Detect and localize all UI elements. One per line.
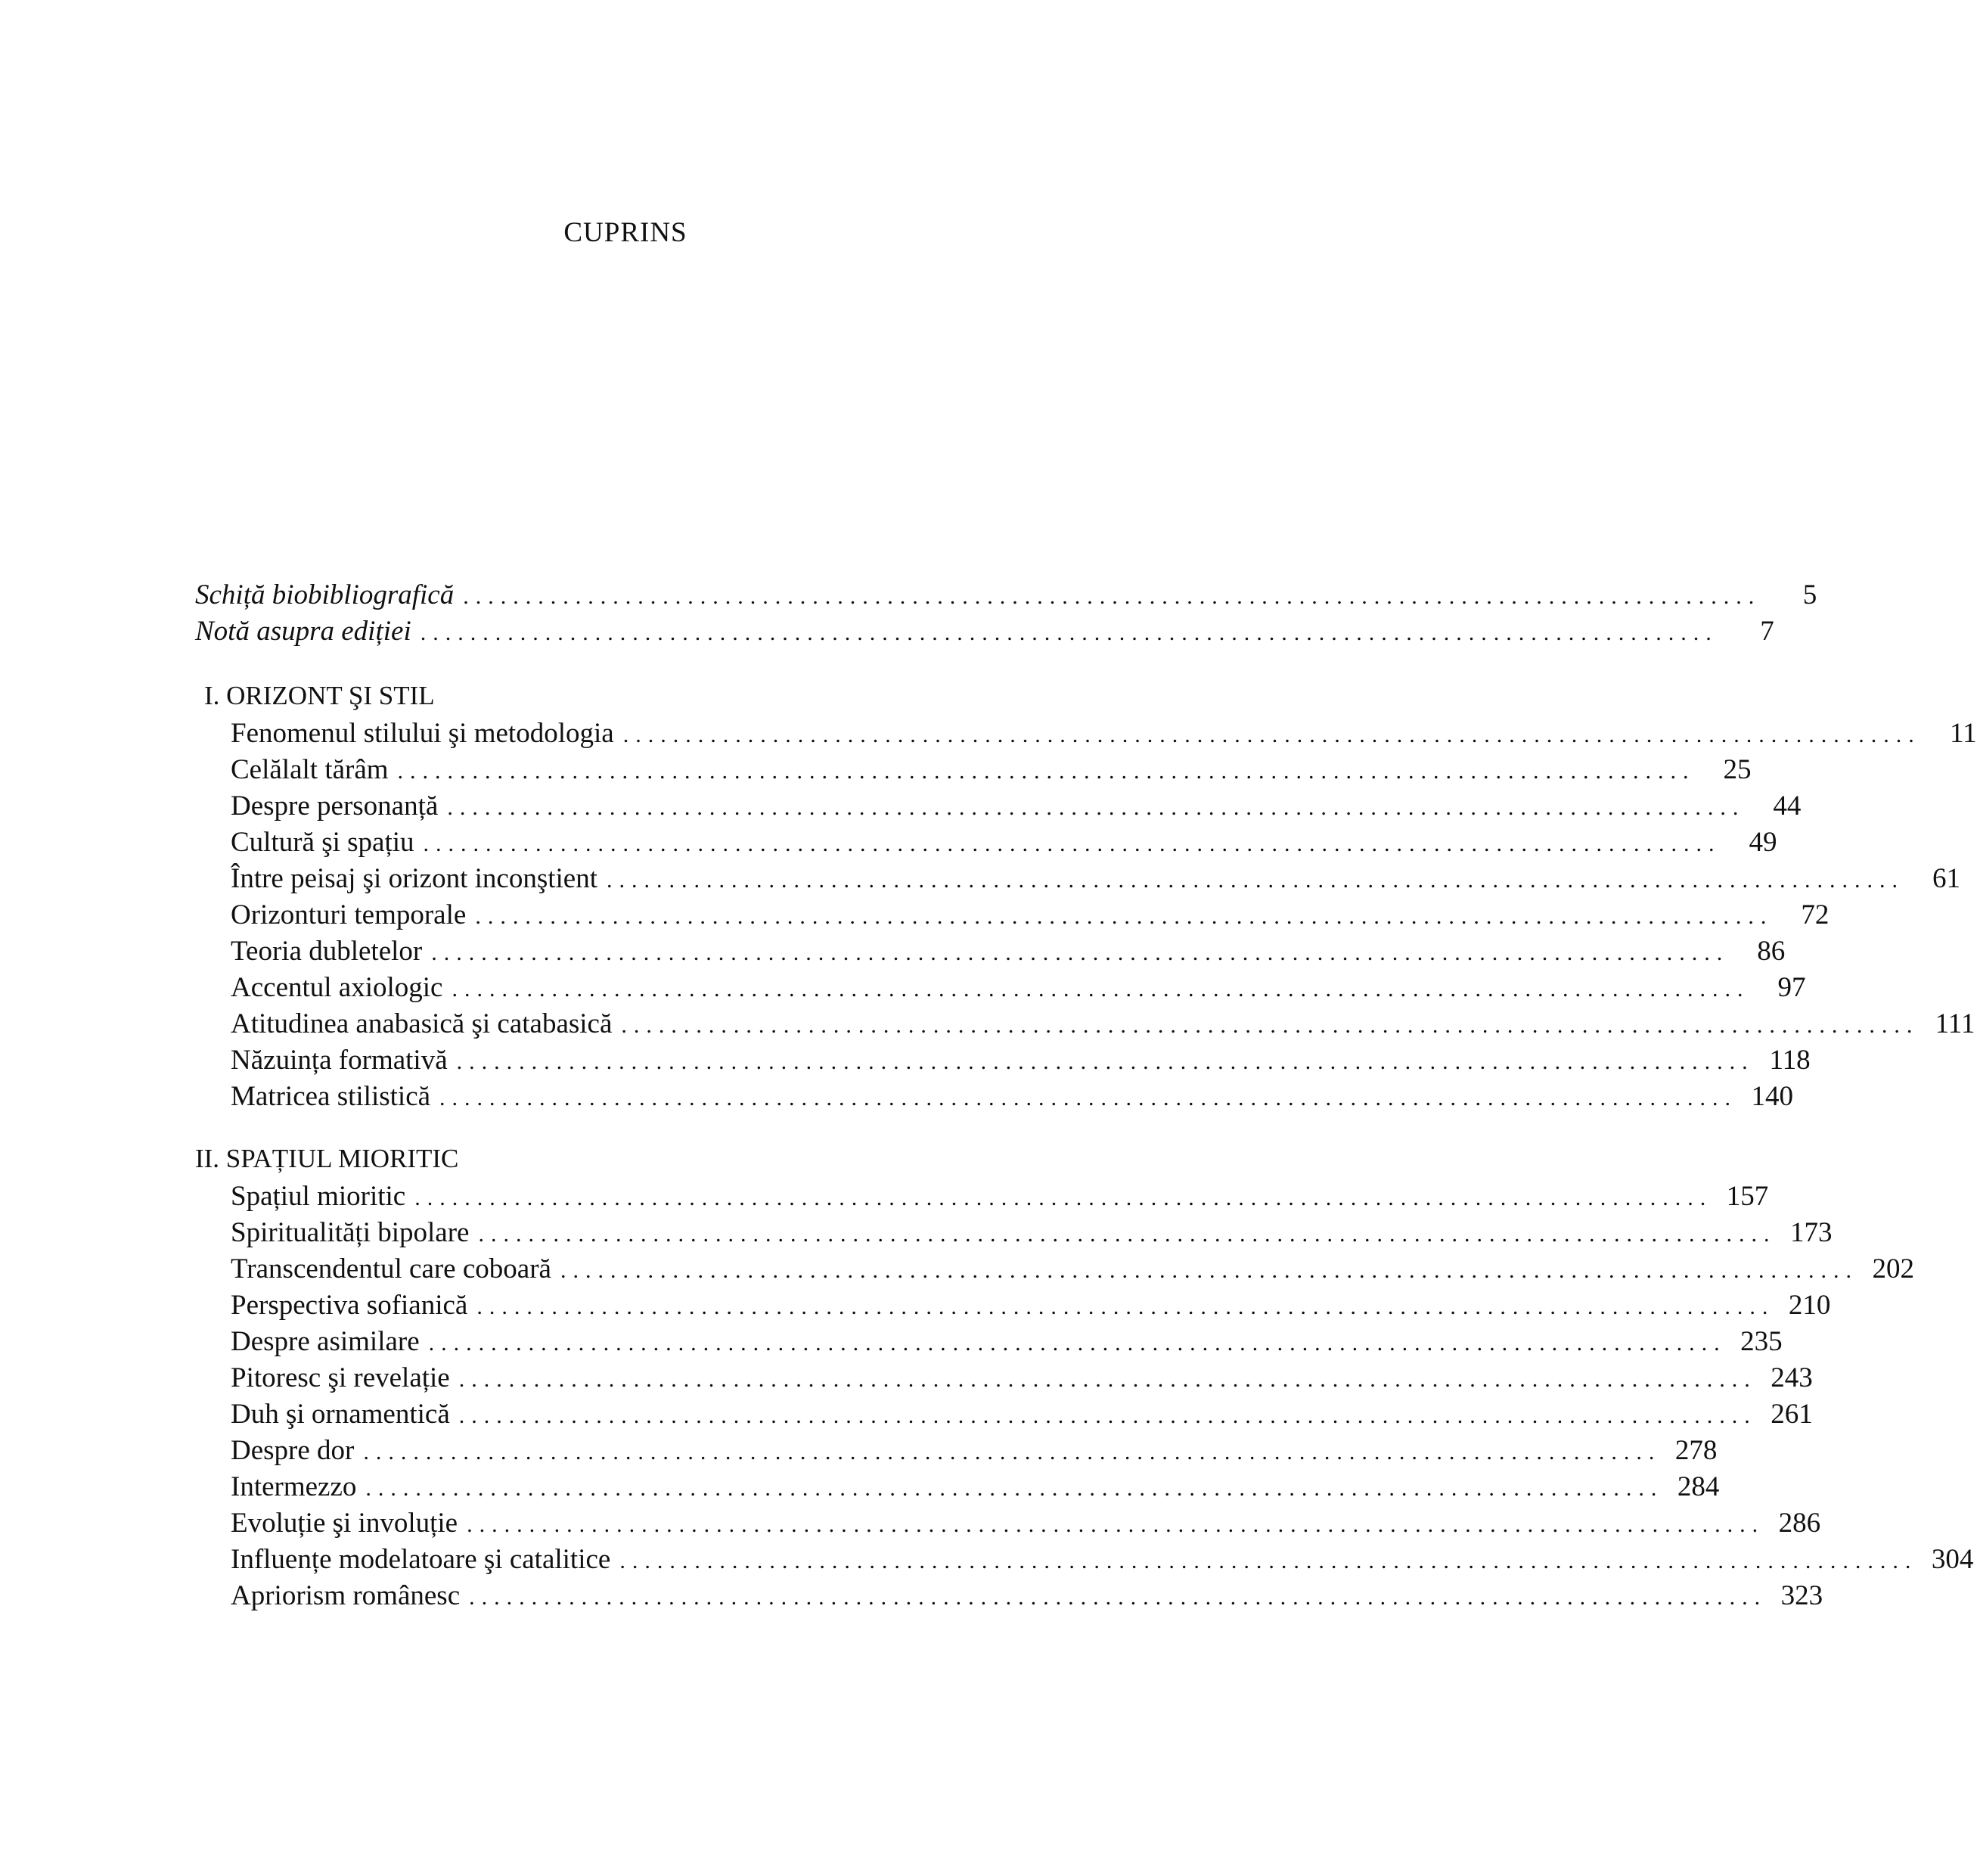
dot-leader: ........................................................................................................ bbox=[447, 795, 1746, 820]
toc-entry-page: 140 bbox=[1751, 1081, 1794, 1112]
toc-entry-title: Matricea stilistică bbox=[231, 1081, 431, 1112]
toc-entry[interactable] bbox=[231, 1216, 1833, 1250]
toc-entry-page: 111 bbox=[1935, 1008, 1975, 1039]
toc-entry-title: Influențe modelatoare şi catalitice bbox=[231, 1544, 611, 1575]
toc-entry-title: Între peisaj şi orizont inconştient bbox=[231, 863, 597, 894]
toc-entry[interactable] bbox=[231, 1044, 1811, 1077]
toc-entry-title: Intermezzo bbox=[231, 1471, 357, 1502]
dot-leader: ........................................................................................................ bbox=[414, 1185, 1713, 1210]
section-heading-orizont-si-stil: I. ORIZONT ŞI STIL bbox=[204, 681, 435, 710]
dot-leader: ........................................................................................................ bbox=[607, 868, 1904, 893]
dot-leader: ........................................................................................................ bbox=[456, 1049, 1755, 1074]
toc-entry-page: 118 bbox=[1769, 1045, 1811, 1076]
toc-entry-title: Evoluție şi involuție bbox=[231, 1508, 458, 1539]
toc-entry[interactable] bbox=[231, 1579, 1823, 1613]
dot-leader: ........................................................................................................ bbox=[428, 1331, 1727, 1356]
toc-entry-page: 323 bbox=[1780, 1580, 1823, 1611]
toc-entry-page: 210 bbox=[1788, 1290, 1831, 1321]
toc-entry-page: 243 bbox=[1771, 1362, 1813, 1393]
toc-entry[interactable] bbox=[231, 1471, 1720, 1504]
toc-entry-page: 72 bbox=[1801, 899, 1830, 930]
toc-entry-page: 49 bbox=[1749, 827, 1777, 858]
toc-entry-page: 25 bbox=[1723, 754, 1752, 785]
dot-leader: ........................................................................................................ bbox=[619, 1548, 1918, 1573]
toc-entry-title: Cultură şi spațiu bbox=[231, 827, 414, 858]
toc-entry[interactable] bbox=[231, 1434, 1718, 1468]
toc-entry-page: 173 bbox=[1789, 1217, 1833, 1248]
toc-entry-page: 5 bbox=[1802, 579, 1817, 610]
toc-entry-page: 284 bbox=[1677, 1471, 1720, 1502]
dot-leader: ........................................................................................................ bbox=[478, 1222, 1777, 1247]
toc-entry-title: Transcendentul care coboară bbox=[231, 1253, 551, 1284]
toc-entry-page: 61 bbox=[1932, 863, 1960, 894]
toc-entry-page: 202 bbox=[1872, 1253, 1914, 1284]
dot-leader: ........................................................................................................ bbox=[458, 1403, 1757, 1428]
dot-leader: ........................................................................................................ bbox=[365, 1476, 1664, 1501]
toc-entry[interactable] bbox=[231, 826, 1777, 859]
dot-leader: ........................................................................................................ bbox=[423, 831, 1721, 856]
toc-entry-title: Orizonturi temporale bbox=[231, 899, 467, 930]
toc-entry-title: Apriorism românesc bbox=[231, 1580, 461, 1611]
toc-entry[interactable] bbox=[231, 971, 1806, 1005]
toc-entry[interactable] bbox=[231, 1398, 1813, 1431]
toc-entry-title: Celălalt tărâm bbox=[231, 754, 389, 785]
toc-entry-title: Duh şi ornamentică bbox=[231, 1399, 450, 1430]
toc-entry[interactable] bbox=[231, 1325, 1783, 1359]
toc-entry[interactable] bbox=[231, 1008, 1975, 1041]
toc-entry[interactable] bbox=[231, 1543, 1974, 1576]
toc-entry-page: 11 bbox=[1950, 718, 1977, 749]
dot-leader: ........................................................................................................ bbox=[420, 620, 1718, 645]
toc-entry[interactable] bbox=[231, 1180, 1769, 1213]
toc-entry[interactable] bbox=[231, 1080, 1794, 1113]
dot-leader: ........................................................................................................ bbox=[431, 940, 1730, 965]
toc-entry[interactable] bbox=[231, 1289, 1831, 1322]
toc-entry-page: 286 bbox=[1778, 1508, 1821, 1539]
dot-leader: ........................................................................................................ bbox=[397, 759, 1696, 784]
dot-leader: ........................................................................................................ bbox=[621, 1013, 1920, 1038]
toc-entry-title: Teoria dubletelor bbox=[231, 936, 423, 967]
toc-entry-title: Atitudinea anabasică şi catabasică bbox=[231, 1008, 613, 1039]
dot-leader: ........................................................................................................ bbox=[439, 1086, 1738, 1110]
toc-entry[interactable] bbox=[231, 753, 1752, 787]
toc-entry-title: Despre asimilare bbox=[231, 1326, 420, 1357]
toc-entry-title: Spațiul mioritic bbox=[231, 1181, 406, 1212]
dot-leader: ........................................................................................................ bbox=[363, 1440, 1662, 1464]
toc-entry-page: 86 bbox=[1757, 936, 1786, 967]
toc-entry-page: 97 bbox=[1777, 972, 1806, 1003]
section-heading-spatiul-mioritic: II. SPAȚIUL MIORITIC bbox=[195, 1144, 459, 1173]
toc-entry-title: Pitoresc şi revelație bbox=[231, 1362, 450, 1393]
toc-entry-title: Fenomenul stilului şi metodologia bbox=[231, 718, 614, 749]
toc-entry[interactable] bbox=[231, 717, 1977, 750]
toc-entry-page: 278 bbox=[1674, 1435, 1718, 1466]
toc-entry-title: Despre dor bbox=[231, 1435, 355, 1466]
toc-entry-title: Spiritualități bipolare bbox=[231, 1217, 470, 1248]
page-title: CUPRINS bbox=[563, 217, 687, 248]
toc-entry-page: 235 bbox=[1740, 1326, 1783, 1357]
dot-leader: ........................................................................................................ bbox=[475, 904, 1774, 929]
toc-entry-title: Năzuința formativă bbox=[231, 1045, 448, 1076]
toc-entry-page: 261 bbox=[1771, 1399, 1813, 1430]
toc-entry-page: 44 bbox=[1773, 790, 1802, 822]
toc-entry[interactable] bbox=[231, 1362, 1813, 1395]
toc-entry-title: Schiță biobibliografică bbox=[195, 579, 455, 610]
toc-entry[interactable] bbox=[231, 790, 1802, 823]
toc-entry[interactable] bbox=[231, 899, 1830, 932]
toc-entry[interactable] bbox=[231, 935, 1786, 968]
dot-leader: ........................................................................................................ bbox=[452, 977, 1750, 1002]
dot-leader: ........................................................................................................ bbox=[469, 1585, 1768, 1610]
dot-leader: ........................................................................................................ bbox=[463, 584, 1761, 609]
toc-entry-page: 304 bbox=[1931, 1544, 1974, 1575]
toc-entry-title: Accentul axiologic bbox=[231, 972, 443, 1003]
toc-entry-title: Despre personanță bbox=[231, 790, 439, 822]
toc-entry[interactable] bbox=[231, 1507, 1821, 1540]
dot-leader: ........................................................................................................ bbox=[458, 1367, 1757, 1392]
dot-leader: ........................................................................................................ bbox=[476, 1294, 1775, 1319]
toc-entry-schita-biobibliografica[interactable] bbox=[195, 579, 1817, 612]
toc-entry[interactable] bbox=[231, 862, 1960, 896]
dot-leader: ........................................................................................................ bbox=[622, 722, 1921, 747]
toc-entry[interactable] bbox=[231, 1253, 1914, 1286]
toc-entry-title: Notă asupra ediției bbox=[195, 616, 411, 647]
toc-entry-title: Perspectiva sofianică bbox=[231, 1290, 468, 1321]
dot-leader: ........................................................................................................ bbox=[467, 1512, 1765, 1537]
dot-leader: ........................................................................................................ bbox=[560, 1258, 1858, 1283]
toc-entry-page: 7 bbox=[1760, 616, 1774, 647]
toc-entry-nota-asupra-editiei[interactable] bbox=[195, 615, 1774, 648]
toc-entry-page: 157 bbox=[1726, 1181, 1769, 1212]
